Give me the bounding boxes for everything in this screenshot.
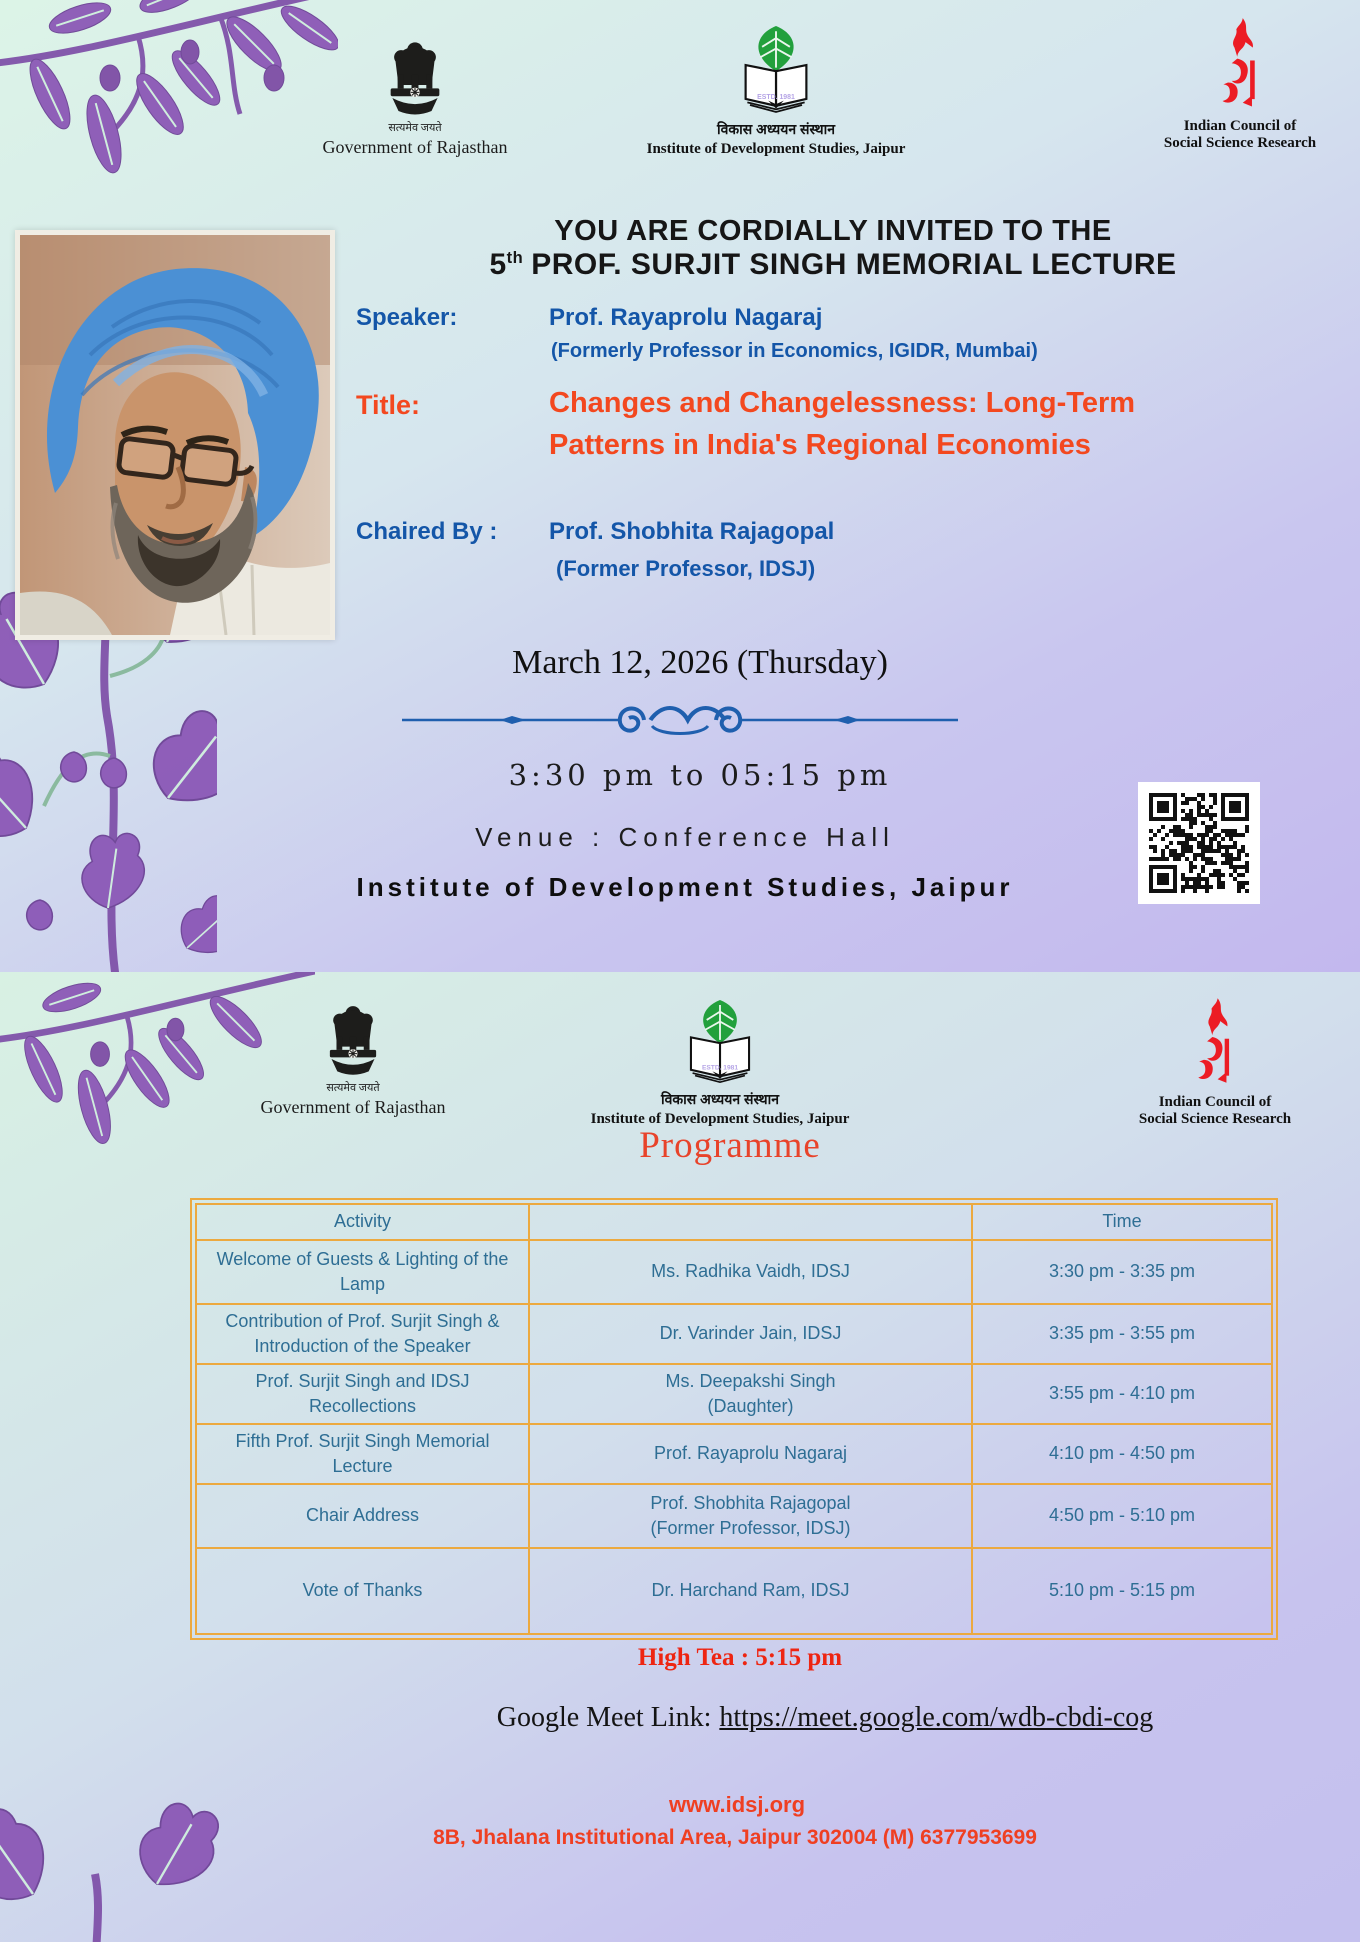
programme-table	[190, 1198, 1278, 1640]
activity-cell: Prof. Surjit Singh and IDSJ Recollections	[196, 1364, 529, 1424]
person-cell	[529, 1304, 972, 1364]
website-url: www.idsj.org	[668, 1792, 806, 1817]
person-cell	[529, 1484, 972, 1548]
idsj-estd-text: ESTD. 1981	[701, 1064, 739, 1072]
ashoka-emblem-icon	[324, 1002, 382, 1078]
title-label: Title:	[356, 390, 421, 420]
activity-cell: Vote of Thanks	[196, 1548, 529, 1634]
address-line: 8B, Jhalana Institutional Area, Jaipur 302004 (M) 6377953699	[433, 1826, 1037, 1849]
chair-subtitle: (Former Professor, IDSJ)	[556, 556, 816, 581]
event-date: March 12, 2026 (Thursday)	[512, 644, 888, 681]
speaker-subtitle: (Formerly Professor in Economics, IGIDR, Mumbai)	[551, 340, 1038, 362]
icssr-flame-icon	[1217, 16, 1263, 116]
time-cell: 3:55 pm - 4:10 pm	[972, 1364, 1272, 1424]
google-meet-link[interactable]: https://meet.google.com/wdb-cbdi-cog	[719, 1702, 1154, 1733]
idsj-logo	[616, 26, 936, 158]
idsj-name-hindi: विकास अध्ययन संस्थान	[661, 1091, 779, 1107]
person-name: Ms. Deepakshi Singh	[665, 1370, 836, 1391]
ornamental-divider-icon	[400, 698, 960, 742]
venue-line1: Venue : Conference Hall	[475, 822, 895, 852]
lecture-title-text: PROF. SURJIT SINGH MEMORIAL LECTURE	[531, 248, 1177, 281]
lecture-topic-line2: Patterns in India's Regional Economies	[549, 429, 1091, 461]
rajasthan-motto: सत्यमेव जयते	[388, 122, 442, 134]
idsj-tree-book-icon	[683, 1000, 757, 1088]
person-cell	[529, 1548, 972, 1634]
programme-heading: Programme	[639, 1125, 821, 1166]
icssr-flame-icon	[1193, 996, 1237, 1092]
rajasthan-name: Government of Rajasthan	[260, 1097, 446, 1117]
table-row	[196, 1304, 1272, 1364]
speaker-name: Prof. Rayaprolu Nagaraj	[549, 304, 823, 331]
programme-page	[0, 972, 1360, 1942]
table-header-row	[196, 1204, 1272, 1240]
chair-name: Prof. Shobhita Rajagopal	[549, 518, 835, 545]
table-row	[196, 1424, 1272, 1484]
fig-branch-decoration-icon	[0, 1764, 220, 1942]
time-cell: 3:30 pm - 3:35 pm	[972, 1240, 1272, 1304]
idsj-name: Institute of Development Studies, Jaipur	[646, 141, 906, 157]
activity-cell: Welcome of Guests & Lighting of the Lamp	[196, 1240, 529, 1304]
govt-rajasthan-logo	[315, 38, 515, 158]
idsj-estd-text: ESTD. 1981	[757, 93, 795, 101]
icssr-name-line2: Social Science Research	[1138, 1111, 1292, 1128]
icssr-name-line2: Social Science Research	[1163, 135, 1317, 152]
lecture-number: 5	[489, 248, 507, 281]
person-name: Prof. Rayaprolu Nagaraj	[653, 1443, 848, 1464]
time-cell: 4:10 pm - 4:50 pm	[972, 1424, 1272, 1484]
person-subtitle: (Daughter)	[707, 1396, 794, 1416]
icssr-logo	[1107, 996, 1323, 1129]
rajasthan-motto: सत्यमेव जयते	[326, 1082, 380, 1094]
idsj-logo	[560, 1000, 880, 1128]
table-header-time: Time	[972, 1204, 1272, 1240]
table-row	[196, 1548, 1272, 1634]
person-name: Dr. Varinder Jain, IDSJ	[659, 1323, 842, 1344]
idsj-tree-book-icon	[737, 26, 815, 118]
high-tea-note: High Tea : 5:15 pm	[637, 1644, 843, 1671]
person-name: Ms. Radhika Vaidh, IDSJ	[651, 1261, 850, 1282]
idsj-name-hindi: विकास अध्ययन संस्थान	[717, 121, 835, 137]
time-cell: 3:35 pm - 3:55 pm	[972, 1304, 1272, 1364]
time-cell: 5:10 pm - 5:15 pm	[972, 1548, 1272, 1634]
table-row	[196, 1484, 1272, 1548]
table-row	[196, 1364, 1272, 1424]
meet-link-label: Google Meet Link:	[496, 1702, 712, 1733]
activity-cell: Contribution of Prof. Surjit Singh & Introduction of the Speaker	[196, 1304, 529, 1364]
table-row	[196, 1240, 1272, 1304]
leaf-branch-decoration-icon	[0, 0, 338, 212]
rajasthan-name: Government of Rajasthan	[322, 137, 508, 157]
lecture-topic-line1: Changes and Changelessness: Long-Term	[549, 387, 1136, 419]
event-time: 3:30 pm to 05:15 pm	[508, 758, 892, 792]
icssr-name-line1: Indian Council of	[1158, 1094, 1272, 1110]
invite-heading-line1: YOU ARE CORDIALLY INVITED TO THE	[554, 215, 1112, 247]
idsj-name: Institute of Development Studies, Jaipur	[590, 1111, 850, 1127]
icssr-name-line1: Indian Council of	[1183, 118, 1297, 134]
person-name: Prof. Shobhita Rajagopal	[650, 1492, 851, 1513]
icssr-logo	[1132, 16, 1348, 153]
speaker-label: Speaker:	[356, 304, 458, 331]
venue-line2: Institute of Development Studies, Jaipur	[356, 872, 1014, 902]
govt-rajasthan-logo	[253, 1002, 453, 1118]
table-header-person	[529, 1204, 972, 1240]
person-name: Dr. Harchand Ram, IDSJ	[651, 1580, 850, 1601]
person-subtitle: (Former Professor, IDSJ)	[650, 1518, 851, 1538]
chair-label: Chaired By :	[356, 518, 498, 545]
portrait-illustration	[20, 235, 330, 635]
speaker-photo	[15, 230, 335, 640]
lecture-number-suffix: th	[506, 249, 524, 267]
activity-cell: Fifth Prof. Surjit Singh Memorial Lecture	[196, 1424, 529, 1484]
person-cell	[529, 1424, 972, 1484]
table-header-activity: Activity	[196, 1204, 529, 1240]
ashoka-emblem-icon	[384, 38, 446, 118]
person-cell	[529, 1240, 972, 1304]
person-cell	[529, 1364, 972, 1424]
invite-heading-line2	[463, 248, 1203, 281]
time-cell: 4:50 pm - 5:10 pm	[972, 1484, 1272, 1548]
meet-line	[320, 1702, 1330, 1734]
qr-code	[1138, 782, 1260, 904]
activity-cell: Chair Address	[196, 1484, 529, 1548]
